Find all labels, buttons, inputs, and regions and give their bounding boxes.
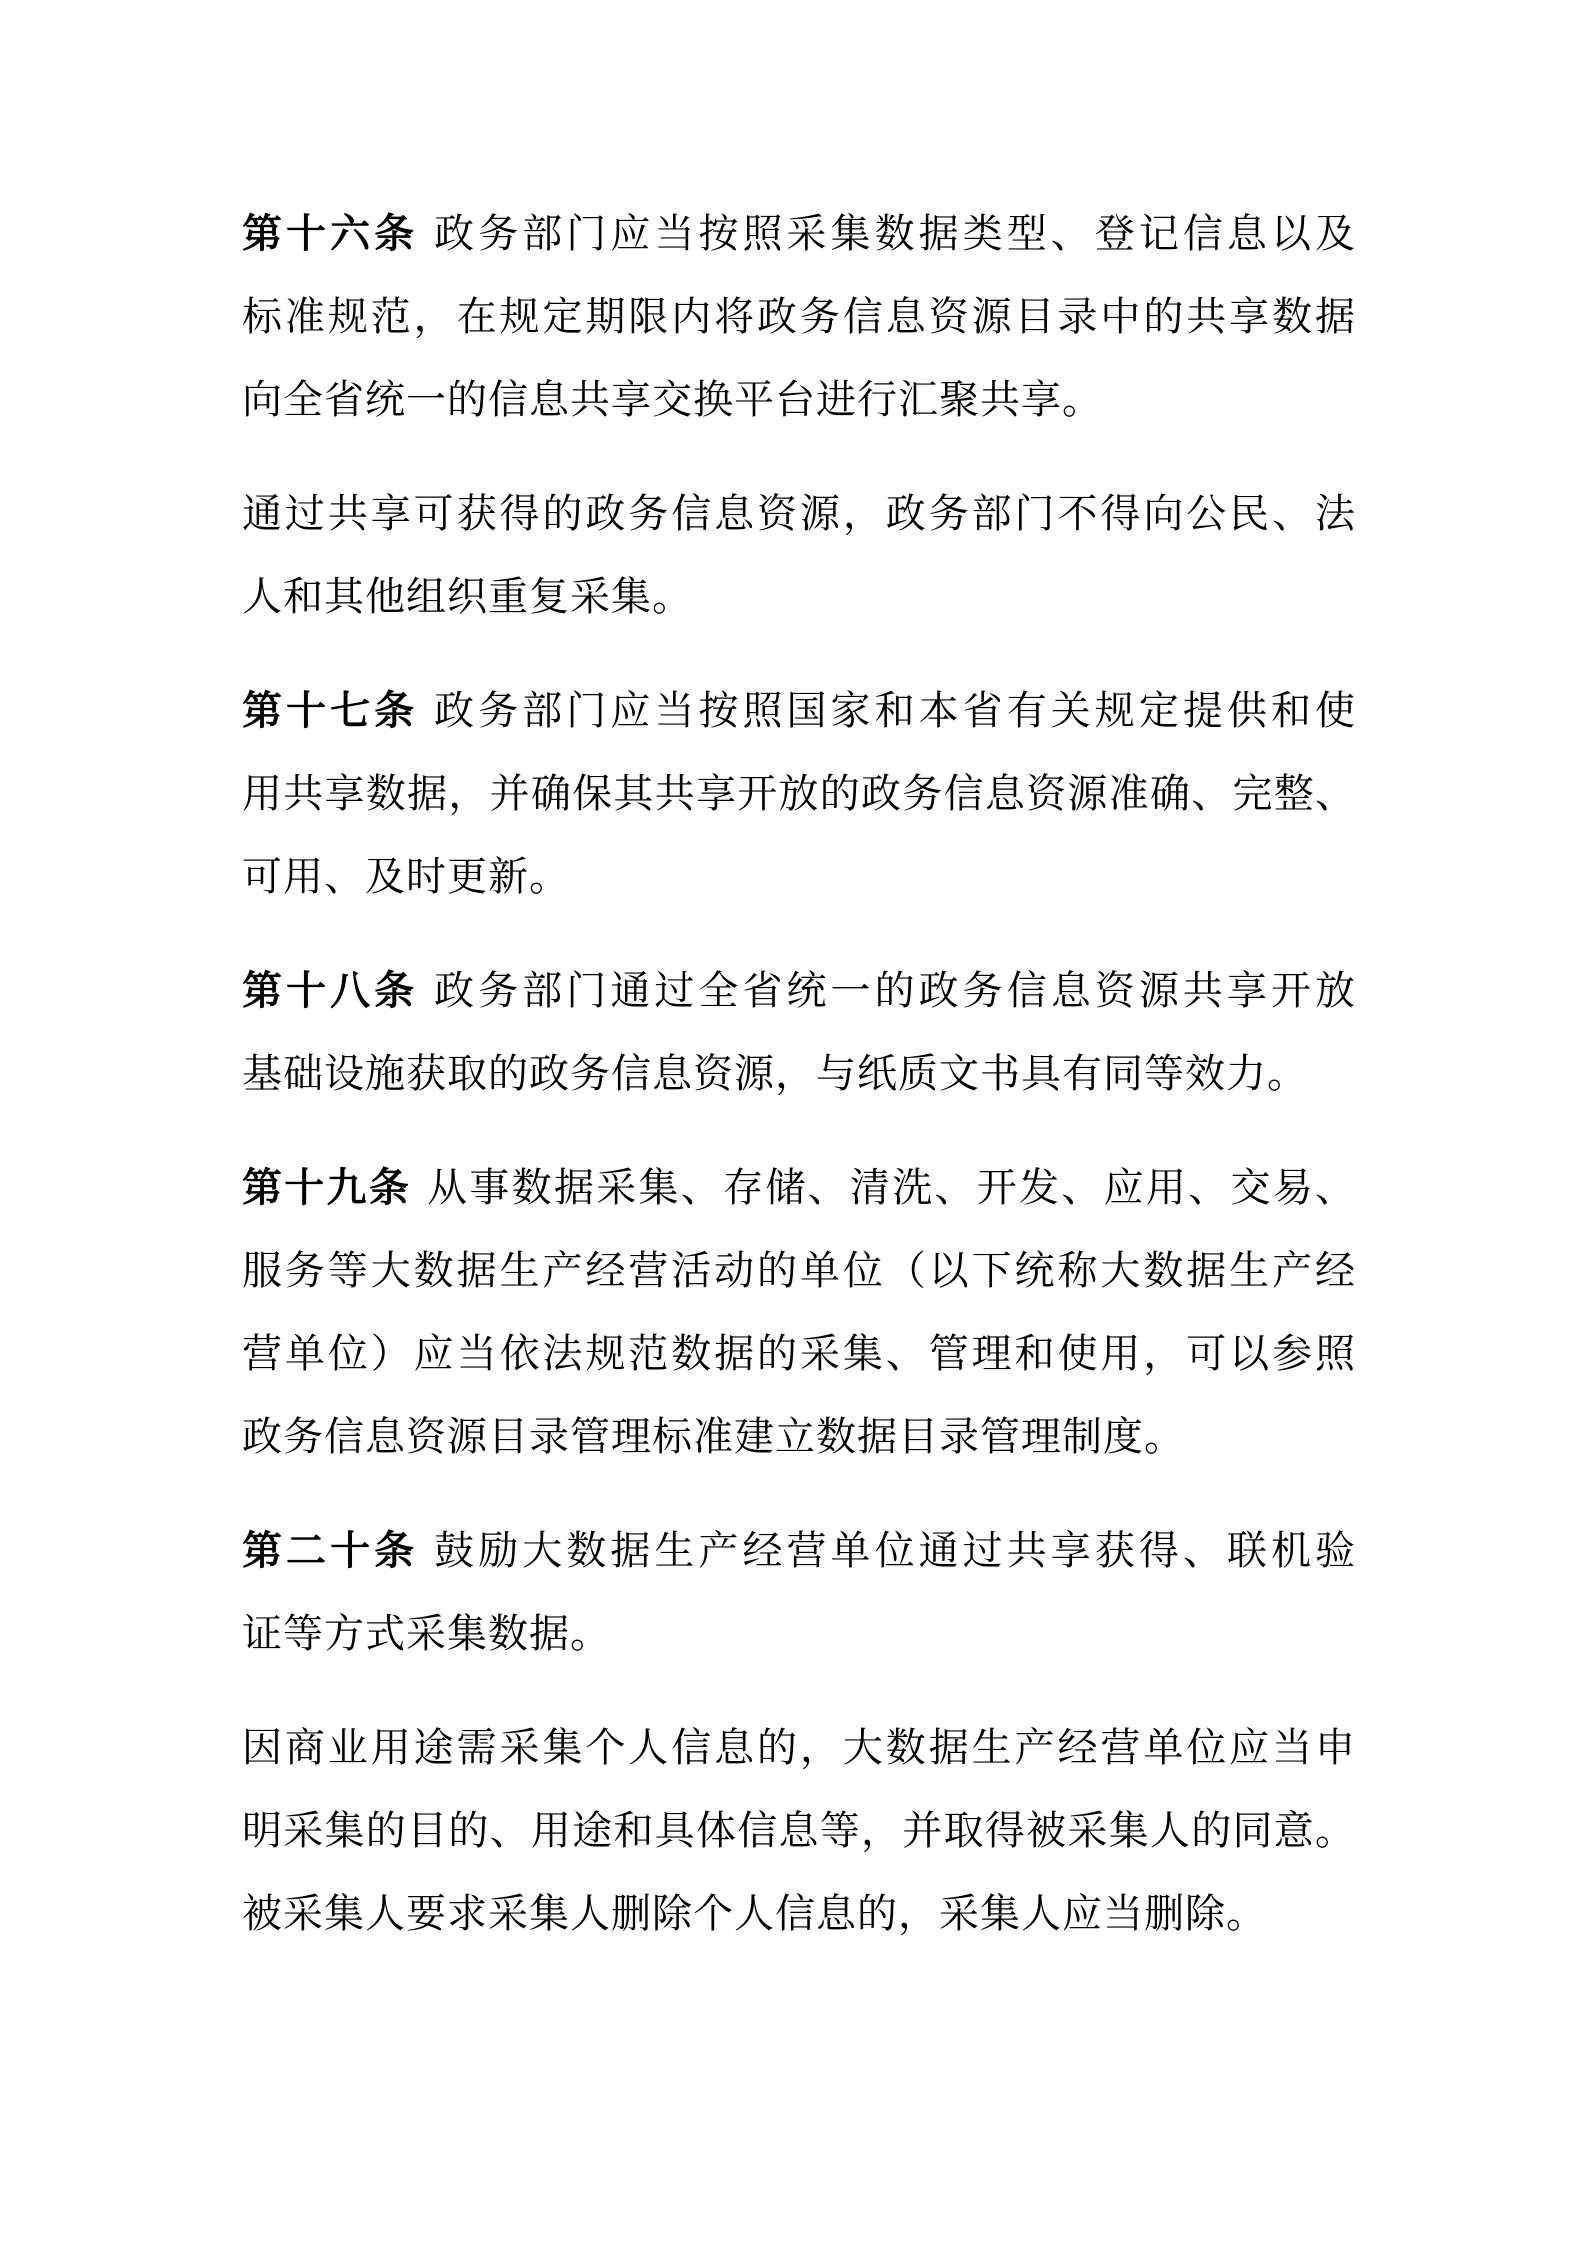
text-line bbox=[242, 1707, 1356, 1790]
line-text: 政务部门通过全省统一的政务信息资源共享开放 bbox=[434, 968, 1357, 1014]
text-line bbox=[242, 1510, 1356, 1593]
text-line bbox=[242, 1873, 1356, 1956]
article-paragraph bbox=[242, 193, 1356, 442]
text-line bbox=[242, 1396, 1356, 1479]
text-line bbox=[242, 1593, 1356, 1676]
line-text: 用共享数据，并确保其共享开放的政务信息资源准确、完整、 bbox=[242, 771, 1356, 817]
text-line bbox=[242, 670, 1356, 753]
line-text: 通过共享可获得的政务信息资源，政务部门不得向公民、法 bbox=[242, 491, 1356, 537]
text-line bbox=[242, 836, 1356, 919]
article-paragraph bbox=[242, 670, 1356, 919]
text-line bbox=[242, 753, 1356, 836]
line-text: 明采集的目的、用途和具体信息等，并取得被采集人的同意。 bbox=[242, 1808, 1356, 1854]
line-text: 标准规范，在规定期限内将政务信息资源目录中的共享数据 bbox=[242, 294, 1356, 340]
article-heading: 第十七条 bbox=[242, 688, 419, 734]
line-text: 基础设施获取的政务信息资源，与纸质文书具有同等效力。 bbox=[242, 1051, 1308, 1097]
article-heading: 第十六条 bbox=[242, 211, 419, 257]
article-paragraph bbox=[242, 1147, 1356, 1479]
line-text: 服务等大数据生产经营活动的单位（以下统称大数据生产经 bbox=[242, 1248, 1356, 1294]
document-body bbox=[242, 193, 1356, 1987]
line-text: 被采集人要求采集人删除个人信息的，采集人应当删除。 bbox=[242, 1891, 1267, 1937]
line-text: 从事数据采集、存储、清洗、开发、应用、交易、 bbox=[427, 1165, 1357, 1211]
text-line bbox=[242, 276, 1356, 359]
text-line bbox=[242, 1313, 1356, 1396]
line-text: 因商业用途需采集个人信息的，大数据生产经营单位应当申 bbox=[242, 1725, 1356, 1771]
article-heading: 第二十条 bbox=[242, 1528, 419, 1574]
line-text: 鼓励大数据生产经营单位通过共享获得、联机验 bbox=[434, 1528, 1357, 1574]
line-text: 政务部门应当按照国家和本省有关规定提供和使 bbox=[434, 688, 1357, 734]
text-line bbox=[242, 950, 1356, 1033]
article-heading: 第十九条 bbox=[242, 1165, 412, 1211]
article-paragraph bbox=[242, 473, 1356, 639]
text-line bbox=[242, 473, 1356, 556]
text-line bbox=[242, 193, 1356, 276]
line-text: 营单位）应当依法规范数据的采集、管理和使用，可以参照 bbox=[242, 1331, 1356, 1377]
article-heading: 第十八条 bbox=[242, 968, 419, 1014]
line-text: 政务信息资源目录管理标准建立数据目录管理制度。 bbox=[242, 1414, 1185, 1460]
article-paragraph bbox=[242, 950, 1356, 1116]
text-line bbox=[242, 1790, 1356, 1873]
line-text: 向全省统一的信息共享交换平台进行汇聚共享。 bbox=[242, 377, 1103, 423]
text-line bbox=[242, 359, 1356, 442]
article-paragraph bbox=[242, 1510, 1356, 1676]
line-text: 人和其他组织重复采集。 bbox=[242, 574, 693, 620]
text-line bbox=[242, 1230, 1356, 1313]
line-text: 证等方式采集数据。 bbox=[242, 1611, 611, 1657]
line-text: 可用、及时更新。 bbox=[242, 854, 570, 900]
article-paragraph bbox=[242, 1707, 1356, 1956]
text-line bbox=[242, 556, 1356, 639]
text-line bbox=[242, 1033, 1356, 1116]
line-text: 政务部门应当按照采集数据类型、登记信息以及 bbox=[434, 211, 1357, 257]
text-line bbox=[242, 1147, 1356, 1230]
